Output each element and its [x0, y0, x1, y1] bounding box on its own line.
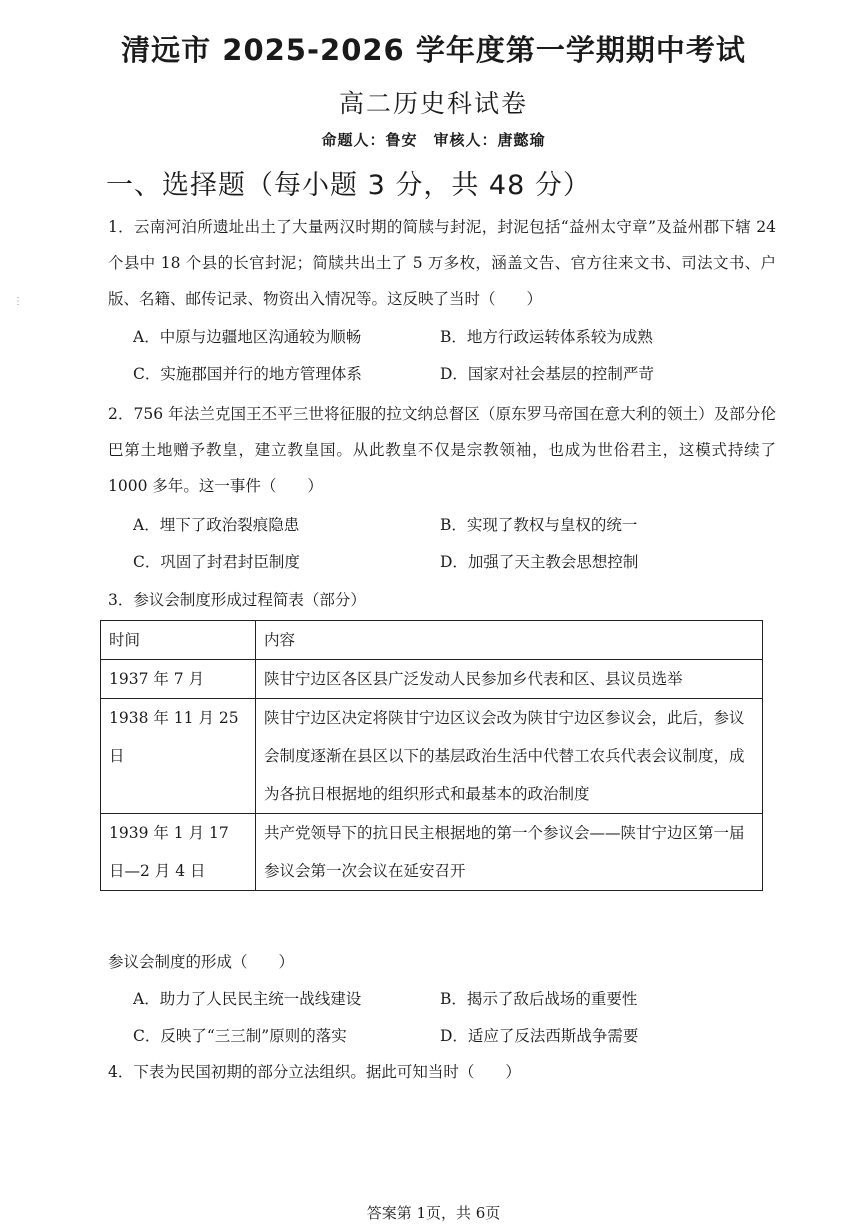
question-2-text: 2．756 年法兰克国王丕平三世将征服的拉文纳总督区（原东罗马帝国在意大利的领土）及部分伦巴第土地赠予教皇，建立教皇国。从此教皇不仅是宗教领袖，也成为世俗君主，这模式持续了 1000 多年。这一事件（ ） [108, 405, 776, 495]
parliament-history-table [100, 620, 763, 891]
question-3-stem: 参议会制度的形成（ ） [108, 953, 295, 971]
table-header-content: 内容 [256, 621, 763, 660]
page-footer: 答案第 1页，共 6页 [366, 1204, 501, 1222]
question-3-option-c: C．反映了“三三制”原则的落实 [133, 1027, 347, 1045]
exam-subtitle: 高二历史科试卷 [338, 89, 528, 118]
table-row [101, 814, 763, 891]
question-3-text: 3．参议会制度形成过程简表（部分） [108, 591, 366, 609]
question-4-text: 4．下表为民国初期的部分立法组织。据此可知当时（ ） [108, 1063, 521, 1081]
table-cell-time: 1939 年 1 月 17 日—2 月 4 日 [101, 814, 256, 891]
table-cell-content: 陕甘宁边区决定将陕甘宁边区议会改为陕甘宁边区参议会，此后，参议会制度逐渐在县区以下的基层政治生活中代替工农兵代表会议制度，成为各抗日根据地的组织形式和最基本的政治制度 [256, 699, 763, 814]
table-header-row [101, 621, 763, 660]
question-1-option-b: B．地方行政运转体系较为成熟 [440, 328, 653, 346]
exam-authors: 命题人：鲁安 审核人：唐懿瑜 [321, 131, 546, 149]
question-1-option-c: C．实施郡国并行的地方管理体系 [133, 365, 362, 383]
question-1-option-d: D．国家对社会基层的控制严苛 [440, 365, 654, 383]
question-2-option-c: C．巩固了封君封臣制度 [133, 553, 300, 571]
table-row [101, 660, 763, 699]
table-header-time: 时间 [101, 621, 256, 660]
question-3-option-a: A．助力了人民民主统一战线建设 [133, 990, 362, 1008]
table-cell-content: 共产党领导下的抗日民主根据地的第一个参议会——陕甘宁边区第一届参议会第一次会议在延安召开 [256, 814, 763, 891]
section-title: 一、选择题（每小题 3 分，共 48 分） [106, 170, 591, 201]
question-1-text: 1．云南河泊所遗址出土了大量两汉时期的简牍与封泥，封泥包括“益州太守章”及益州郡下辖 24 个县中 18 个县的长官封泥；简牍共出土了 5 万多枚，涵盖文告、官方往来文书、司法文书、户版、名籍、邮传记录、物资出入情况等。这反映了当时（ ） [108, 218, 776, 308]
table-cell-content: 陕甘宁边区各区县广泛发动人民参加乡代表和区、县议员选举 [256, 660, 763, 699]
question-2-option-b: B．实现了教权与皇权的统一 [440, 516, 638, 534]
exam-title: 清远市 2025-2026 学年度第一学期期中考试 [121, 33, 746, 67]
question-3-option-d: D．适应了反法西斯战争需要 [440, 1027, 639, 1045]
question-2-option-a: A．埋下了政治裂痕隐患 [133, 516, 300, 534]
table-row [101, 699, 763, 814]
question-2-option-d: D．加强了天主教会思想控制 [440, 553, 639, 571]
table-cell-time: 1938 年 11 月 25 日 [101, 699, 256, 814]
question-1-option-a: A．中原与边疆地区沟通较为顺畅 [133, 328, 362, 346]
binding-margin-mark: ⋮ [13, 296, 23, 307]
question-3-option-b: B．揭示了敌后战场的重要性 [440, 990, 638, 1008]
table-cell-time: 1937 年 7 月 [101, 660, 256, 699]
